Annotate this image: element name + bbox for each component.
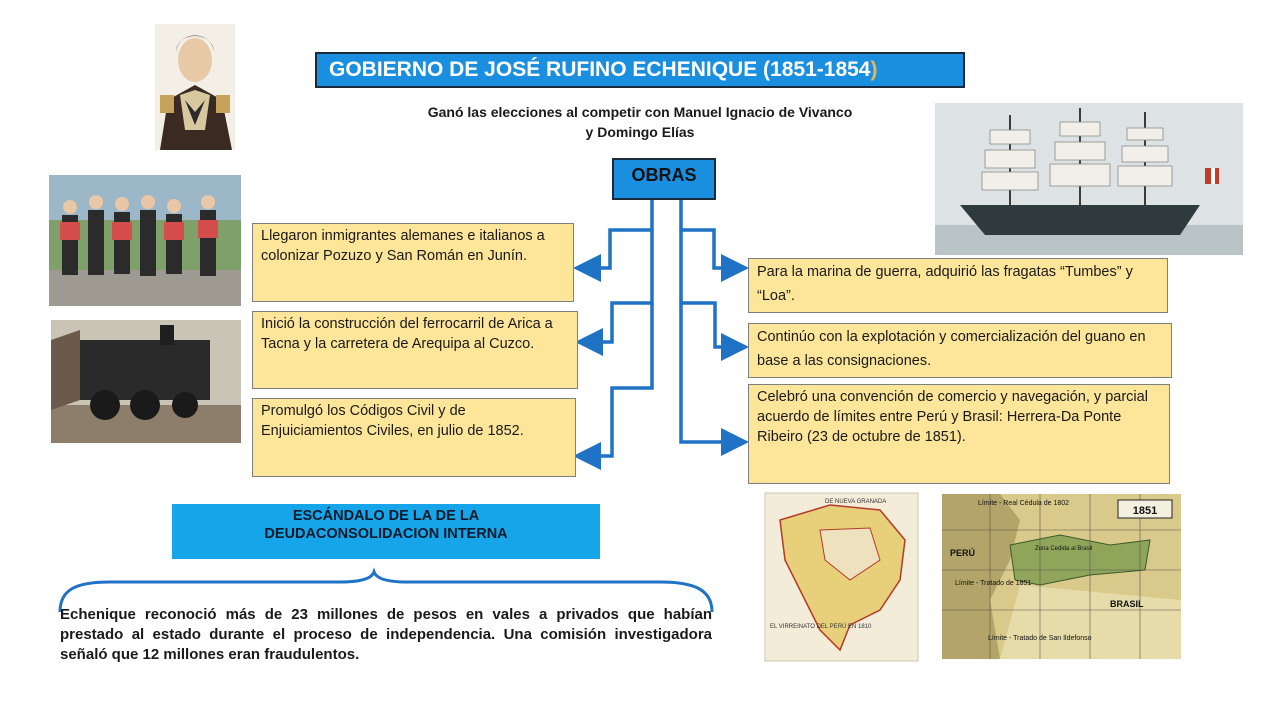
note-frigates: Para la marina de guerra, adquirió las fragatas “Tumbes” y “Loa”. [748, 258, 1168, 313]
map-label-virreinato: EL VIRREINATO DEL PERÚ EN 1810 [770, 624, 872, 630]
scandal-line-2: DEUDACONSOLIDACION INTERNA [264, 526, 508, 542]
page-subtitle [350, 102, 930, 142]
connector-left-1 [580, 200, 652, 268]
scandal-line-1: ESCÁNDALO DE LA DE LA [292, 508, 480, 524]
immigrants-photo [49, 175, 241, 306]
connector-right-3 [681, 303, 742, 442]
subtitle-line-2: y Domingo Elías [585, 124, 695, 140]
connector-left-3 [580, 303, 652, 456]
viceroyalty-map-image [765, 493, 918, 661]
obras-box: OBRAS [612, 158, 716, 200]
connector-right-1 [681, 200, 742, 268]
note-guano: Continúo con la explotación y comercialización del guano en base a las consignaciones. [748, 323, 1172, 378]
map-label-limite-ildefonso: Límite - Tratado de San Ildefonso [988, 635, 1092, 642]
map-label-limite-1851: Límite - Tratado de 1851 [955, 580, 1032, 587]
map-year-label: 1851 [1132, 505, 1158, 517]
connector-left-2 [582, 230, 652, 342]
note-railway: Inició la construcción del ferrocarril de Arica a Tacna y la carretera de Arequipa al Cuzco. [252, 311, 578, 389]
note-immigrants: Llegaron inmigrantes alemanes e italianos a colonizar Pozuzo y San Román en Junín. [252, 223, 574, 302]
map-label-peru: PERÚ [950, 548, 976, 558]
note-treaty: Celebró una convención de comercio y navegación, y parcial acuerdo de límites entre Perú y Brasil: Herrera-Da Ponte Ribeiro (23 de octubre de 1851). [748, 384, 1170, 484]
ship-image [935, 103, 1243, 255]
scandal-box [172, 504, 600, 559]
train-photo [51, 320, 241, 443]
page-title-text: GOBIERNO DE JOSÉ RUFINO ECHENIQUE (1851-1854 [329, 58, 871, 81]
map-label-nueva-granada: DE NUEVA GRANADA [825, 499, 887, 505]
note-civil-codes: Promulgó los Códigos Civil y de Enjuiciamientos Civiles, en julio de 1852. [252, 398, 576, 477]
connector-right-2 [681, 230, 742, 347]
map-label-zona: Zona Cedida al Brasil [1035, 546, 1093, 552]
bottom-paragraph: Echenique reconoció más de 23 millones de pesos en vales a privados que habían prestado al estado durante el proceso de independencia. Una comisión investigadora señaló que 12 millones eran fraudulentos. [60, 606, 712, 663]
connectors [580, 200, 742, 456]
border-map-image [942, 494, 1181, 659]
portrait-image [155, 24, 235, 150]
subtitle-line-1: Ganó las elecciones al competir con Manuel Ignacio de Vivanco [427, 104, 853, 120]
map-label-limite-1802: Límite - Real Cédula de 1802 [978, 500, 1070, 507]
page-title [315, 52, 965, 88]
map-label-brasil: BRASIL [1110, 599, 1144, 609]
page-title-close: ) [870, 58, 878, 81]
